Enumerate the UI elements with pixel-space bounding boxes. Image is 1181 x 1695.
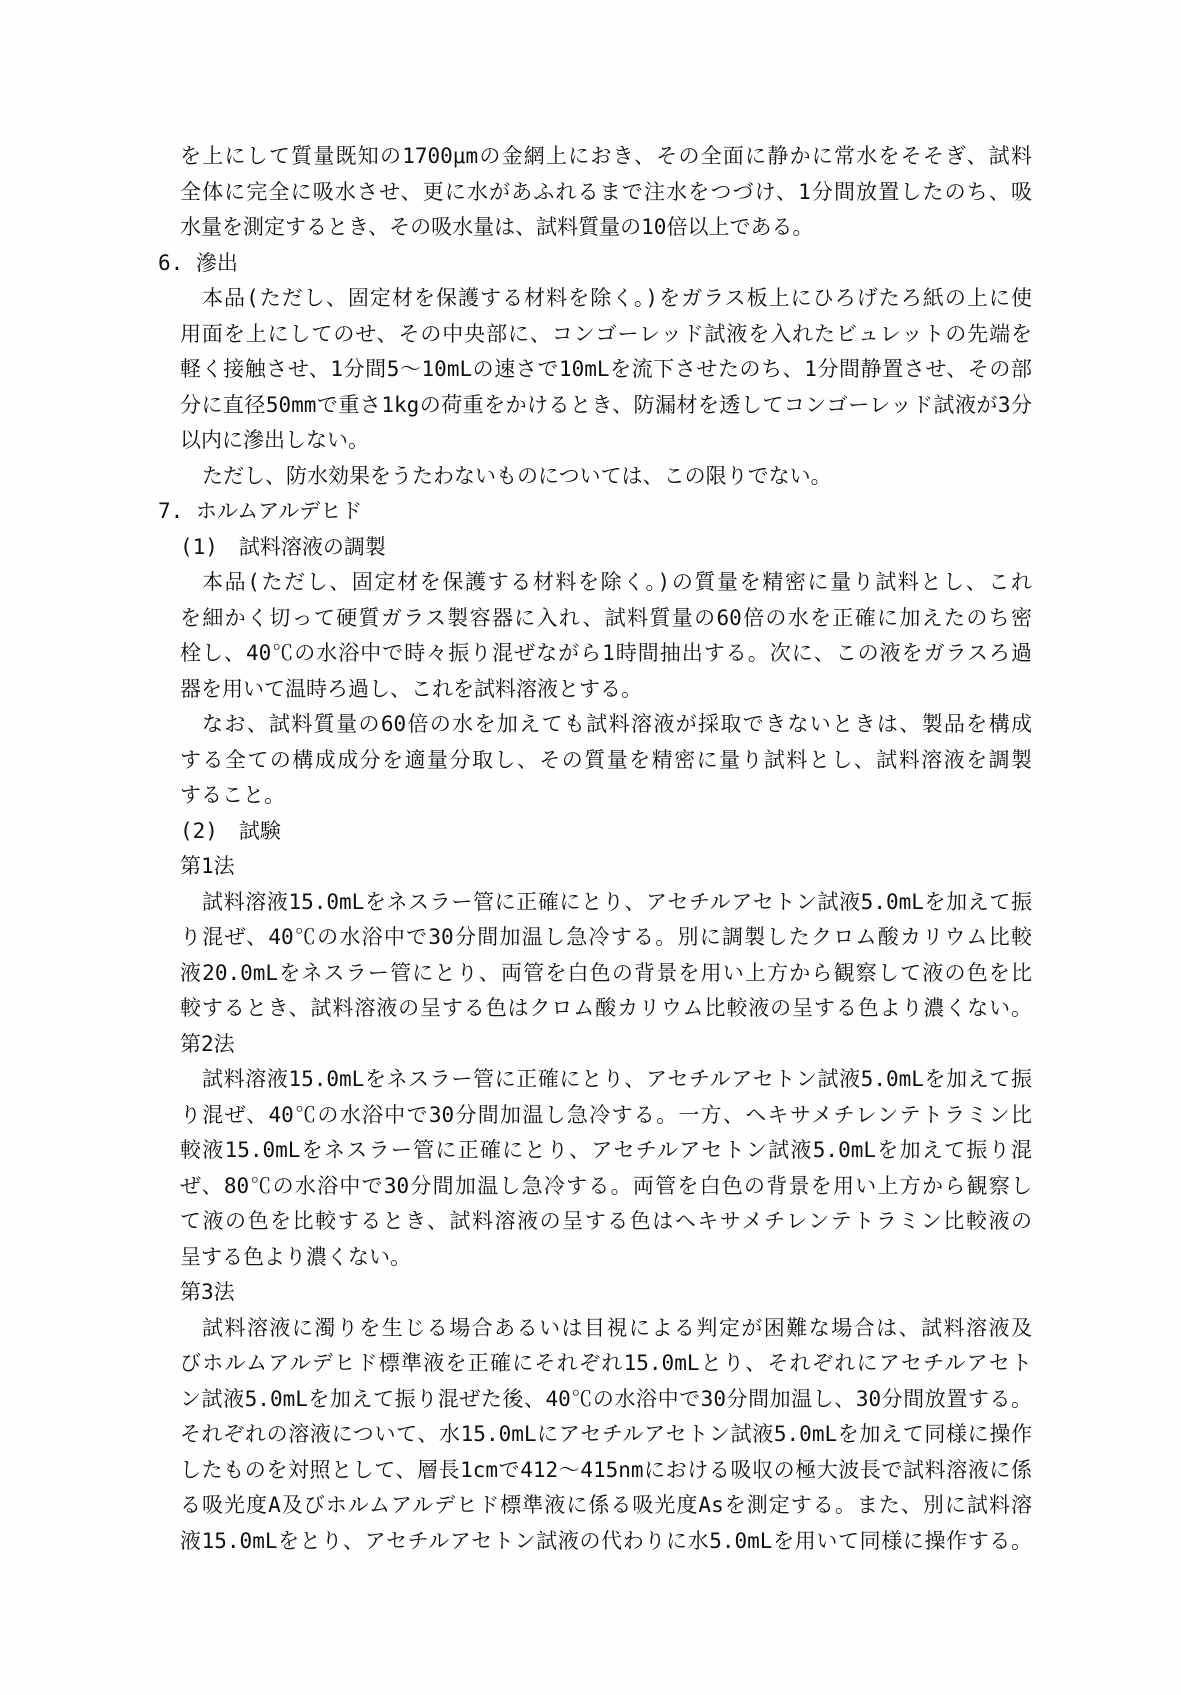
subsection-heading: (2) 試験 — [180, 818, 281, 843]
paragraph-start-line: 本品(ただし、固定材を保護する材料を除く。)をガラス板上にひろげたろ紙の上に使 — [202, 286, 1032, 310]
section-heading: 6. 滲出 — [158, 250, 238, 275]
body-text-line: する全ての構成成分を適量分取し、その質量を精密に量り試料とし、試料溶液を調製 — [180, 747, 1032, 772]
body-text-line: すること。 — [180, 783, 285, 807]
body-text-line: 分に直径50mmで重さ1kgの荷重をかけるとき、防漏材を透してコンゴーレッド試液が3分 — [180, 392, 1032, 417]
body-text-line: 全体に完全に吸水させ、更に水があふれるまで注水をつづけ、1分間放置したのち、吸 — [180, 179, 1032, 204]
body-text-line: 液15.0mLをとり、アセチルアセトン試液の代わりに水5.0mLを用いて同様に操作する。 — [180, 1528, 1032, 1553]
body-text-line: り混ぜ、40℃の水浴中で30分間加温し急冷する。一方、ヘキサメチレンテトラミン比 — [180, 1102, 1032, 1127]
section-heading: 7. ホルムアルデヒド — [158, 499, 363, 523]
body-text-line: 軽く接触させ、1分間5～10mLの速さで10mLを流下させたのち、1分間静置させ、その部 — [180, 357, 1032, 381]
paragraph-start-line: 試料溶液15.0mLをネスラー管に正確にとり、アセチルアセトン試液5.0mLを加えて振 — [202, 1067, 1032, 1091]
body-text-line: したものを対照として、層長1cmで412～415nmにおける吸収の極大波長で試料溶液に係 — [180, 1457, 1032, 1482]
method-label: 第3法 — [180, 1280, 235, 1304]
method-label: 第2法 — [180, 1031, 235, 1056]
body-text-line: 器を用いて温時ろ過し、これを試料溶液とする。 — [180, 676, 642, 701]
body-text-line: 液20.0mLをネスラー管にとり、両管を白色の背景を用い上方から観察して液の色を比 — [180, 960, 1032, 985]
paragraph-start-line: 試料溶液15.0mLをネスラー管に正確にとり、アセチルアセトン試液5.0mLを加えて振 — [202, 889, 1032, 914]
paragraph-start-line: 試料溶液に濁りを生じる場合あるいは目視による判定が困難な場合は、試料溶液及 — [202, 1315, 1032, 1340]
body-text-line: 較するとき、試料溶液の呈する色はクロム酸カリウム比較液の呈する色より濃くない。 — [180, 996, 1032, 1020]
body-text-line: 較液15.0mLをネスラー管に正確にとり、アセチルアセトン試液5.0mLを加えて振り混 — [180, 1138, 1032, 1162]
body-text-line: 水量を測定するとき、その吸水量は、試料質量の10倍以上である。 — [180, 215, 814, 239]
body-text-line: 呈する色より濃くない。 — [180, 1244, 411, 1269]
body-text-line: ぜ、80℃の水浴中で30分間加温し急冷する。両管を白色の背景を用い上方から観察し — [180, 1173, 1032, 1198]
paragraph-start-line: なお、試料質量の60倍の水を加えても試料溶液が採取できないときは、製品を構成 — [202, 712, 1032, 736]
method-label: 第1法 — [180, 854, 235, 878]
body-text-line: 用面を上にしてのせ、その中央部に、コンゴーレッド試液を入れたビュレットの先端を — [180, 321, 1032, 346]
body-text-line: びホルムアルデヒド標準液を正確にそれぞれ15.0mLとり、それぞれにアセチルアセト — [180, 1351, 1032, 1375]
paragraph-start-line: 本品(ただし、固定材を保護する材料を除く。)の質量を精密に量り試料とし、これ — [202, 570, 1032, 594]
body-text-line: 栓し、40℃の水浴中で時々振り混ぜながら1時間抽出する。次に、この液をガラスろ過 — [180, 641, 1032, 665]
body-text-line: り混ぜ、40℃の水浴中で30分間加温し急冷する。別に調製したクロム酸カリウム比較 — [180, 925, 1032, 949]
body-text-line: を細かく切って硬質ガラス製容器に入れ、試料質量の60倍の水を正確に加えたのち密 — [180, 605, 1032, 630]
body-text-line: 以内に滲出しない。 — [180, 428, 369, 452]
subsection-heading: (1) 試料溶液の調製 — [180, 534, 386, 559]
paragraph-start-line: ただし、防水効果をうたわないものについては、この限りでない。 — [202, 463, 832, 488]
body-text-line: それぞれの溶液について、水15.0mLにアセチルアセトン試液5.0mLを加えて同様に操作 — [180, 1422, 1032, 1446]
body-text-line: て液の色を比較するとき、試料溶液の呈する色はヘキサメチレンテトラミン比較液の — [180, 1209, 1032, 1233]
body-text-line: ン試液5.0mLを加えて振り混ぜた後、40℃の水浴中で30分間加温し、30分間放置する。 — [180, 1386, 1032, 1411]
body-text-line: る吸光度A及びホルムアルデヒド標準液に係る吸光度Asを測定する。また、別に試料溶 — [180, 1493, 1032, 1517]
body-text-line: を上にして質量既知の1700μmの金網上におき、その全面に静かに常水をそそぎ、試料 — [180, 144, 1032, 168]
